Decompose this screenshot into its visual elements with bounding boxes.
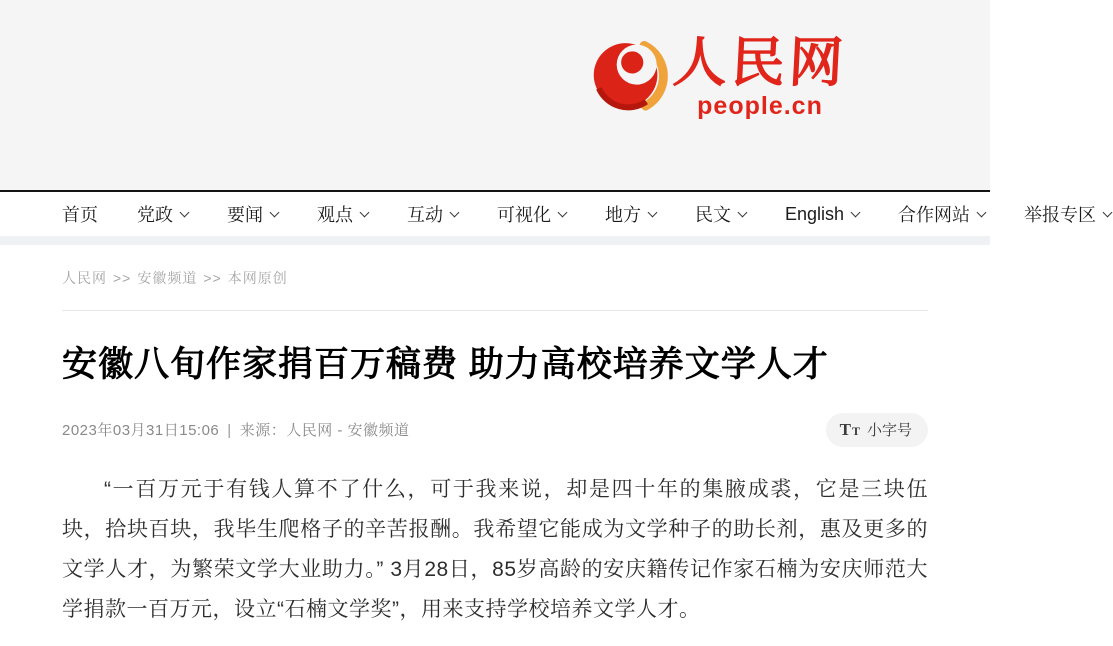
chevron-down-icon (851, 207, 861, 217)
article-meta (62, 419, 410, 440)
breadcrumb-item-3[interactable]: 本网原创 (227, 270, 288, 286)
nav-item-3[interactable] (227, 201, 278, 227)
breadcrumb-item-2[interactable]: 安徽频道 (137, 270, 198, 286)
breadcrumb-separator: >> (113, 270, 132, 286)
nav-item-2[interactable] (137, 201, 188, 227)
site-header (0, 0, 990, 190)
main-nav (0, 192, 1097, 236)
breadcrumb-divider (62, 310, 928, 311)
peoplecn-logo[interactable] (593, 26, 847, 124)
chevron-down-icon (1103, 207, 1113, 217)
article-source[interactable]: 来源：人民网 - 安徽频道 (239, 422, 410, 439)
chevron-down-icon (648, 207, 658, 217)
chevron-down-icon (558, 207, 568, 217)
article-date: 2023年03月31日15:06 (62, 422, 220, 439)
article-content (0, 268, 990, 630)
nav-item-label: 可视化 (497, 205, 551, 225)
font-size-label: 小字号 (866, 421, 912, 439)
breadcrumb-separator: >> (203, 270, 222, 286)
nav-item-label: English (785, 203, 845, 224)
article-body (62, 470, 928, 630)
page-title: 安徽八旬作家捐百万稿费 助力高校培养文学人才 (62, 345, 829, 384)
nav-item-11[interactable] (1024, 201, 1111, 227)
article-meta-row (62, 413, 928, 447)
chevron-down-icon (180, 207, 190, 217)
nav-item-6[interactable] (497, 201, 566, 227)
font-size-button[interactable] (826, 413, 928, 447)
breadcrumb (62, 268, 928, 288)
breadcrumb-item-1[interactable]: 人民网 (62, 270, 107, 286)
nav-bottom-band (0, 236, 990, 245)
logo-cn-text: 人民网 (671, 33, 849, 93)
nav-item-8[interactable] (695, 201, 746, 227)
nav-item-9[interactable] (785, 204, 859, 225)
article-paragraph: “一百万元于有钱人算不了什么，可于我来说，却是四十年的集腋成裘，它是三块伍块，拾块百块，我毕生爬格子的辛苦报酬。我希望它能成为文学种子的助长剂，惠及更多的文学人才，为繁荣文学大业助力。” 3月28日，85岁高龄的安庆籍传记作家石楠为安庆师范大学捐款一百万元，设立“石楠文学奖”，用来支持学校培养文学人才。 (62, 477, 928, 621)
nav-item-label: 观点 (317, 205, 353, 225)
nav-item-label: 民文 (695, 205, 731, 225)
chevron-down-icon (270, 207, 280, 217)
logo-en-text: people.cn (697, 92, 823, 120)
nav-item-4[interactable] (317, 201, 368, 227)
nav-item-label: 举报专区 (1024, 205, 1097, 225)
nav-item-label: 地方 (605, 205, 641, 225)
chevron-down-icon (450, 207, 460, 217)
nav-item-10[interactable] (898, 201, 985, 227)
font-size-icon: T (839, 419, 851, 439)
logo-text (673, 26, 847, 121)
nav-item-label: 首页 (62, 205, 98, 225)
peoplecn-orb-icon (593, 26, 667, 124)
nav-item-label: 党政 (137, 205, 173, 225)
meta-separator: | (227, 422, 232, 439)
nav-item-1[interactable] (62, 201, 98, 227)
nav-item-label: 互动 (407, 205, 443, 225)
nav-item-label: 合作网站 (898, 205, 971, 225)
nav-item-label: 要闻 (227, 205, 263, 225)
chevron-down-icon (360, 207, 370, 217)
nav-item-7[interactable] (605, 201, 656, 227)
font-size-icon-small: T (851, 423, 860, 438)
chevron-down-icon (738, 207, 748, 217)
chevron-down-icon (977, 207, 987, 217)
nav-item-5[interactable] (407, 201, 458, 227)
